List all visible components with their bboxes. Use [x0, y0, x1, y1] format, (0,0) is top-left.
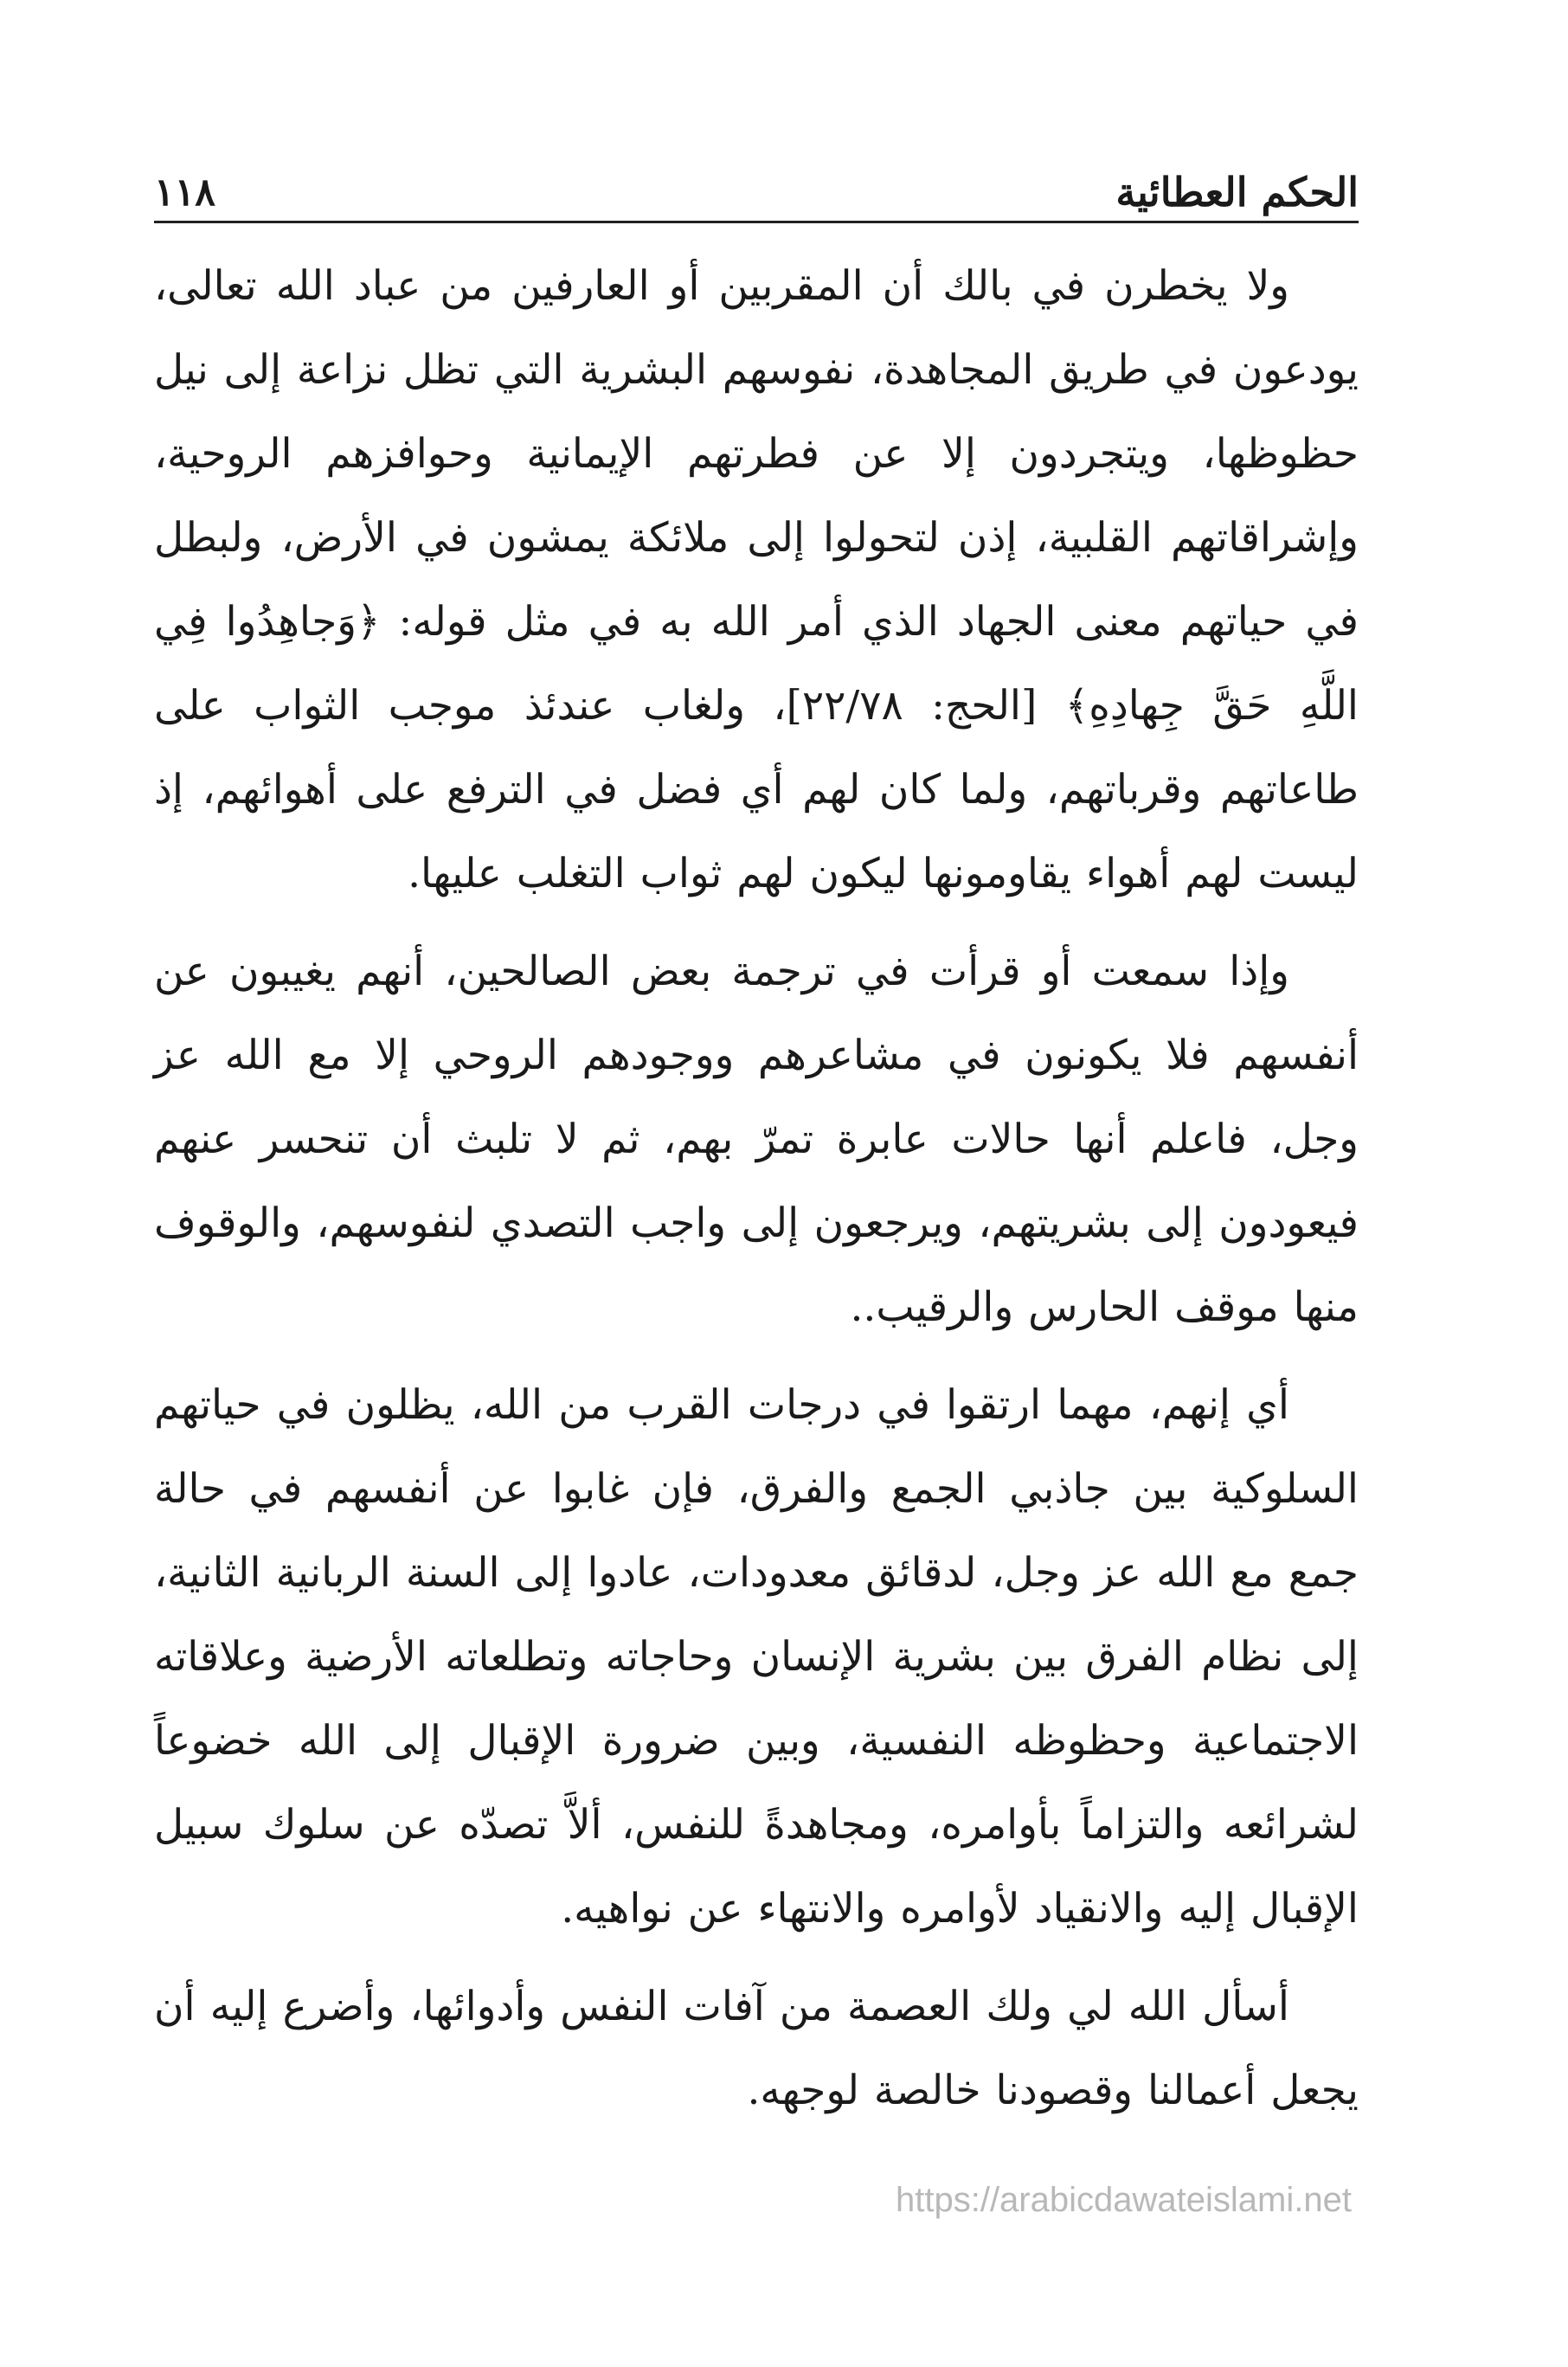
watermark-url: https://arabicdawateislami.net: [896, 2181, 1352, 2219]
paragraph-2: وإذا سمعت أو قرأت في ترجمة بعض الصالحين، أنهم يغيبون عن أنفسهم فلا يكونون في مشاعرهم ووجودهم الروحي إلا مع الله عز وجل، فاعلم أنها حالات عابرة تمرّ بهم، ثم لا تلبث أن تنحسر عنهم فيعودون إلى بشريتهم، ويرجعون إلى واجب التصدي لنفوسهم، والوقوف منها موقف الحارس والرقيب..: [154, 948, 1359, 1331]
page-number: ١١٨: [154, 170, 215, 215]
running-header: [154, 145, 1359, 223]
header-title: الحكم العطائية: [1115, 169, 1359, 215]
paragraph-4: أسأل الله لي ولك العصمة من آفات النفس وأدوائها، وأضرع إليه أن يجعل أعمالنا وقصودنا خالصة لوجهه.: [154, 1983, 1359, 2114]
paragraph-3: أي إنهم، مهما ارتقوا في درجات القرب من الله، يظلون في حياتهم السلوكية بين جاذبي الجمع والفرق، فإن غابوا عن أنفسهم في حالة جمع مع الله عز وجل، لدقائق معدودات، عادوا إلى السنة الربانية الثانية، إلى نظام الفرق بين بشرية الإنسان وحاجاته وتطلعاته الأرضية وعلاقاته الاجتماعية وحظوظه النفسية، وبين ضرورة الإقبال إلى الله خضوعاً لشرائعه والتزاماً بأوامره، ومجاهدةً للنفس، ألاَّ تصدّه عن سلوك سبيل الإقبال إليه والانقياد لأوامره والانتهاء عن نواهيه.: [154, 1381, 1359, 1933]
body-text: [154, 244, 1359, 2146]
paragraph-1: ولا يخطرن في بالك أن المقربين أو العارفين من عباد الله تعالى، يودعون في طريق المجاهدة، نفوسهم البشرية التي تظل نزاعة إلى نيل حظوظها، ويتجردون إلا عن فطرتهم الإيمانية وحوافزهم الروحية، وإشراقاتهم القلبية، إذن لتحولوا إلى ملائكة يمشون في الأرض، ولبطل في حياتهم معنى الجهاد الذي أمر الله به في مثل قوله: ﴿وَجاهِدُوا فِي اللَّهِ حَقَّ جِهادِهِ﴾ [الحج: ٢٢/٧٨]، ولغاب عندئذ موجب الثواب على طاعاتهم وقرباتهم، ولما كان لهم أي فضل في الترفع على أهوائهم، إذ ليست لهم أهواء يقاومونها ليكون لهم ثواب التغلب عليها.: [154, 262, 1359, 897]
